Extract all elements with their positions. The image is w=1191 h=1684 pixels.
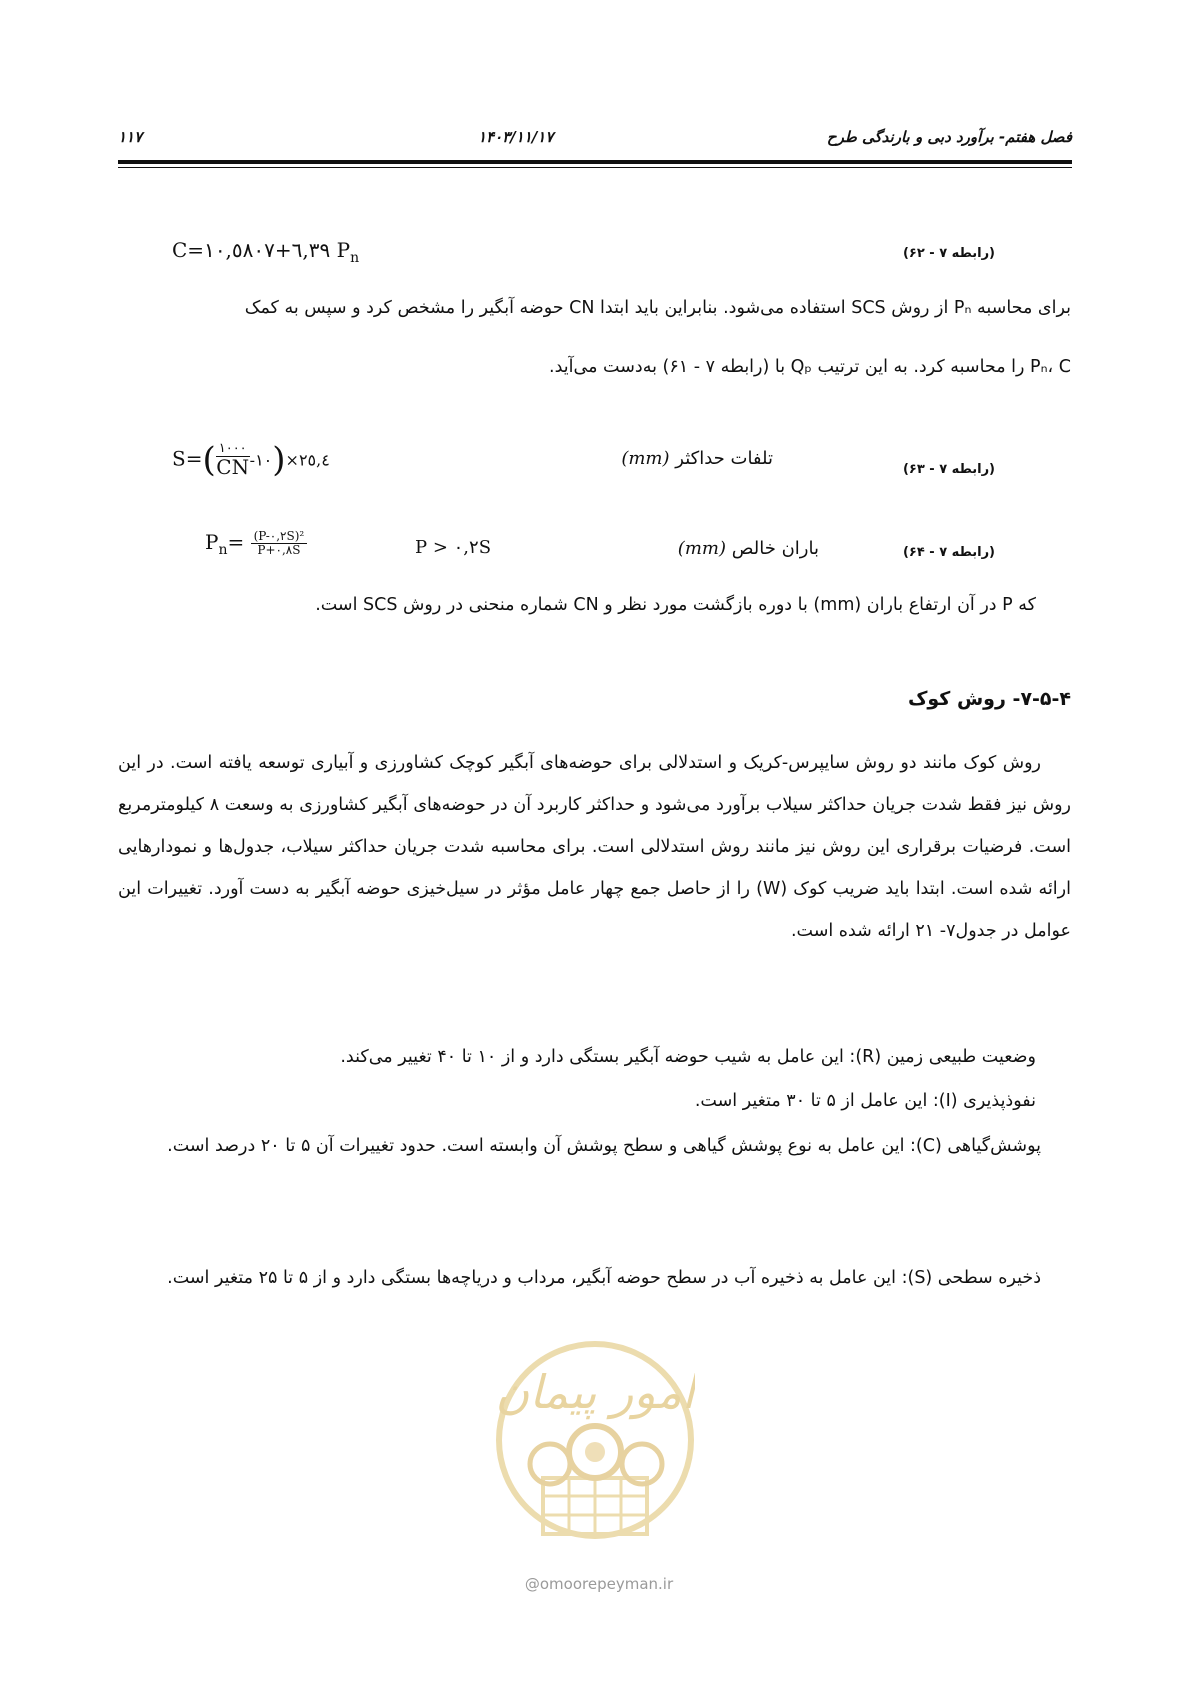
equation-62: C=۱٦,٣٩+٠,٥٨٠٧ $P_n$ [172,238,360,266]
factor-s: ذخیره سطحی (S): این عامل به ذخیره آب در سطح حوضه آبگیر، مرداب و دریاچه‌ها بستگی دارد و از ۵ تا ۲۵ متغیر است. [167,1268,1041,1288]
paragraph-1-line-2: Pₙ، C را محاسبه کرد. به این ترتیب Qₚ با (رابطه ۷ - ۶۱) به‌دست می‌آید. [549,357,1071,377]
chapter-title: فصل هفتم- برآورد دبی و بارندگی طرح [826,128,1072,146]
factor-c: پوشش‌گیاهی (C): این عامل به نوع پوشش گیاهی و سطح پوشش آن وابسته است. حدود تغییرات آن ۵ تا ۲۰ درصد است. [167,1136,1041,1156]
equation-63-description: تلفات حداکثر (mm) [621,448,773,469]
equation-62-label: (رابطه ۷ - ۶۲) [902,246,995,261]
header-rule-thick [118,160,1072,164]
equation-63: S=( $\frac{۱۰۰۰}{CN}$ -۱۰)×۲٥,٤ [172,439,330,480]
paragraph-3: روش کوک مانند دو روش سایپرس-کریک و استدلالی برای حوضه‌های آبگیر کوچک کشاورزی و آبیاری توسعه یافته است. در این روش نیز فقط شدت جریان حداکثر سیلاب برآورد می‌شود و حداکثر کاربرد آن در حوضه‌های آبگیر کشاورزی به وسعت ۸ کیلومترمربع است. فرضیات برقراری این روش نیز مانند روش استدلالی است. برای محاسبه شدت جریان حداکثر سیلاب، جدول‌ها و نمودارهایی ارائه شده است. ابتدا باید ضریب کوک (W) را از حاصل جمع چهار عامل مؤثر در سیل‌خیزی حوضه آبگیر به دست آورد. تغییرات این عوامل در جدول۷- ۲۱ ارائه شده است. [118,753,1071,941]
page-number: ۱۱۷ [118,128,143,146]
equation-64-condition: P > ٠,٢S [415,537,492,558]
factor-r: وضعیت طبیعی زمین (R): این عامل به شیب حوضه آبگیر بستگی دارد و از ۱۰ تا ۴۰ تغییر می‌کند. [340,1047,1036,1067]
factor-i: نفوذپذیری (I): این عامل از ۵ تا ۳۰ متغیر است. [694,1091,1036,1111]
watermark-logo-text: امور پیمان [495,1365,695,1419]
header-rule-thin [118,167,1072,168]
equation-64-description: باران خالص (mm) [677,538,819,559]
equation-64: $P_n=$ $\frac{\text{(P-٠,٢S)²}}{P+٠,٨S}$ [205,530,307,558]
section-heading: ۷-۵-۴- روش کوک [907,688,1071,710]
paragraph-1-line-1: برای محاسبه Pₙ از روش SCS استفاده می‌شود. بنابراین باید ابتدا CN حوضه آبگیر را مشخص کرد و سپس به کمک [244,298,1071,318]
paragraph-2: که P در آن ارتفاع باران (mm) با دوره بازگشت مورد نظر و CN شماره منحنی در روش SCS است. [315,595,1036,615]
equation-64-label: (رابطه ۷ - ۶۴) [902,545,995,560]
watermark-logo [495,1318,695,1558]
header-date: ۱۴۰۳/۱۱/۱۷ [478,128,554,146]
equation-63-label: (رابطه ۷ - ۶۳) [902,462,995,477]
watermark-url: @omoorepeyman.ir [524,1575,674,1593]
